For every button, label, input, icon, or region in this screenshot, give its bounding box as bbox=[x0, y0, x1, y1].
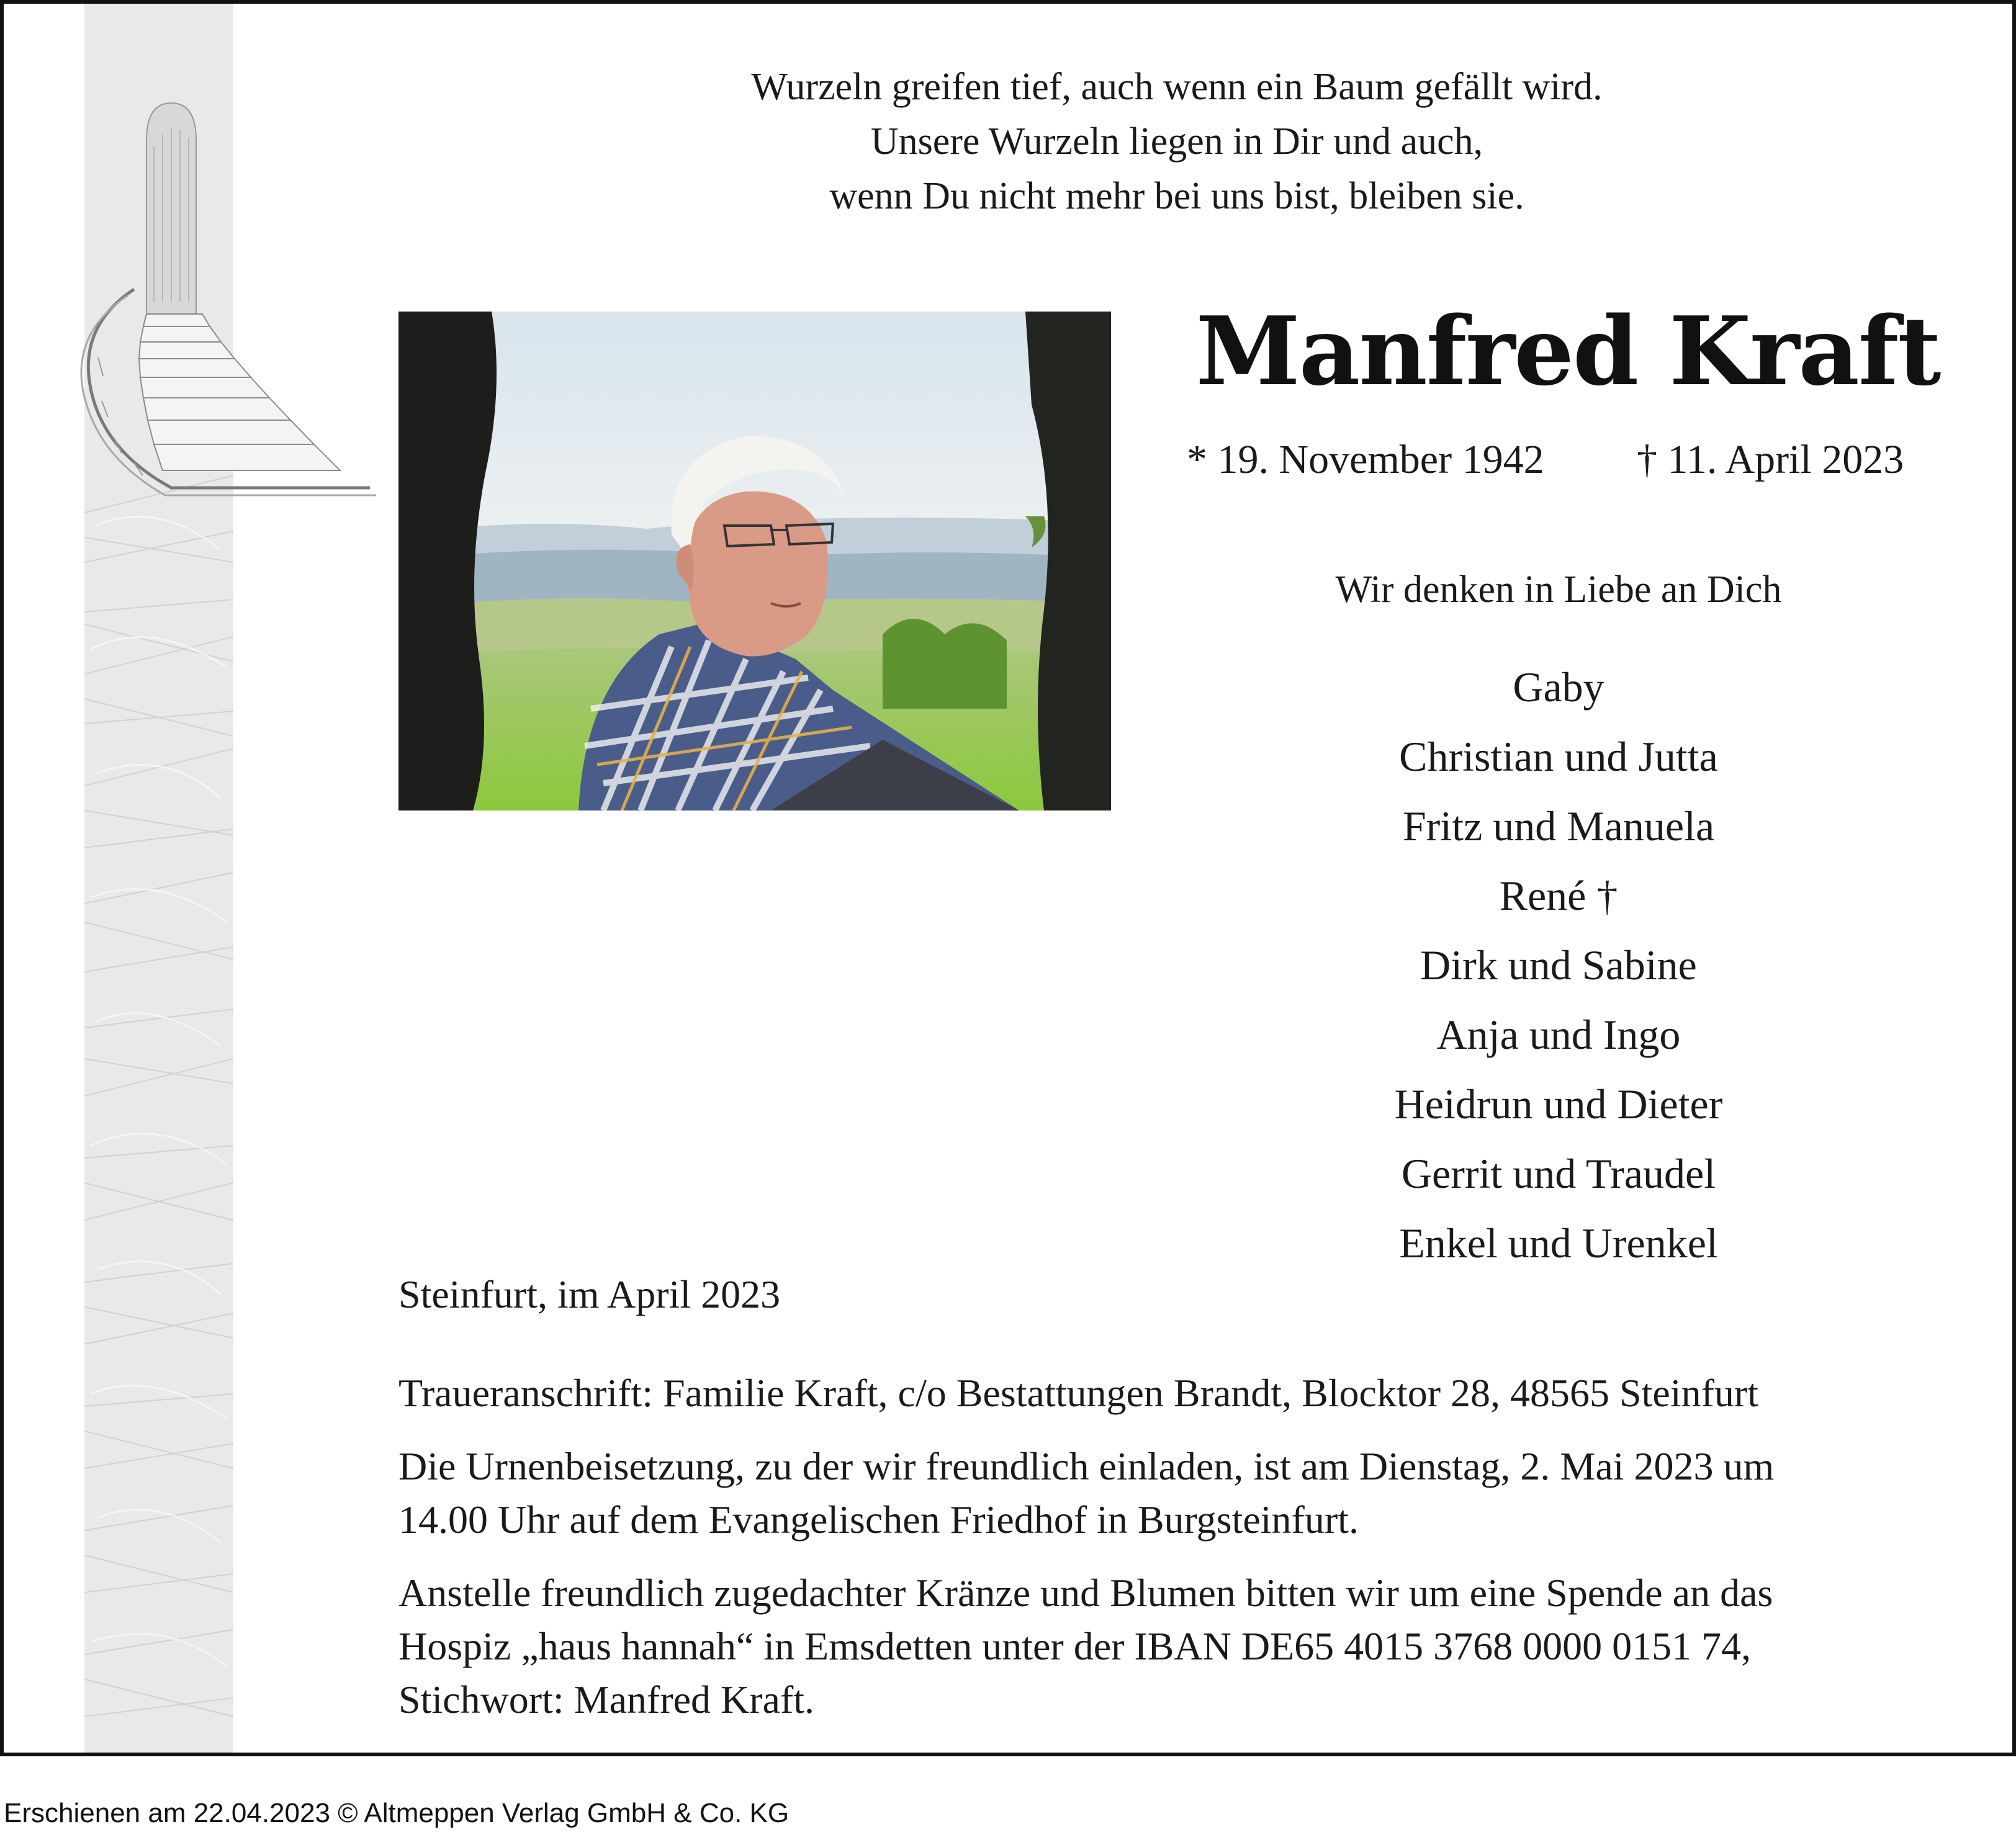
donation-line: Hospiz „haus hannah“ in Emsdetten unter der IBAN DE65 4015 3768 0000 0151 74, bbox=[398, 1624, 1752, 1668]
mourner-entry: Anja und Ingo bbox=[1436, 1011, 1681, 1058]
poem-line: wenn Du nicht mehr bei uns bist, bleiben sie. bbox=[829, 175, 1524, 217]
staircase-illustration bbox=[41, 66, 376, 500]
birth-date: * 19. November 1942 bbox=[1187, 437, 1544, 482]
mourners-list bbox=[1183, 652, 1934, 1278]
mourner-entry: Gaby bbox=[1513, 663, 1604, 711]
mourning-address bbox=[398, 1367, 1950, 1420]
mourner-entry: Gerrit und Traudel bbox=[1401, 1150, 1716, 1197]
mourner-entry: Heidrun und Dieter bbox=[1394, 1080, 1723, 1128]
poem-line: Wurzeln greifen tief, auch wenn ein Baum gefällt wird. bbox=[751, 66, 1603, 108]
burial-line: Die Urnenbeisetzung, zu der wir freundlich einladen, ist am Dienstag, 2. Mai 2023 um bbox=[398, 1444, 1775, 1488]
mourner-entry: Dirk und Sabine bbox=[1420, 941, 1697, 989]
poem-line: Unsere Wurzeln liegen in Dir und auch, bbox=[870, 120, 1483, 163]
mourner-entry: Fritz und Manuela bbox=[1402, 802, 1715, 850]
burial-notice bbox=[398, 1440, 1950, 1547]
place-and-date: Steinfurt, im April 2023 bbox=[398, 1272, 781, 1316]
portrait-photo bbox=[398, 312, 1111, 810]
donation-line: Stichwort: Manfred Kraft. bbox=[398, 1677, 815, 1722]
memorial-poem bbox=[562, 60, 1791, 223]
life-dates bbox=[1187, 432, 1932, 488]
mourner-entry: René † bbox=[1499, 872, 1618, 919]
mourner-entry: Christian und Jutta bbox=[1399, 733, 1718, 780]
publication-footer: Erschienen am 22.04.2023 © Altmeppen Verlag GmbH & Co. KG bbox=[4, 1798, 790, 1828]
death-date: † 11. April 2023 bbox=[1637, 437, 1904, 482]
address-line: Traueranschrift: Familie Kraft, c/o Bestattungen Brandt, Blocktor 28, 48565 Steinfurt bbox=[398, 1371, 1758, 1415]
donation-line: Anstelle freundlich zugedachter Kränze und Blumen bitten wir um eine Spende an das bbox=[398, 1571, 1773, 1615]
deceased-name: Manfred Kraft bbox=[1195, 295, 1940, 406]
mourner-entry: Enkel und Urenkel bbox=[1399, 1219, 1718, 1267]
remembrance-line: Wir denken in Liebe an Dich bbox=[1335, 568, 1782, 611]
burial-line: 14.00 Uhr auf dem Evangelischen Friedhof in Burgsteinfurt. bbox=[398, 1497, 1359, 1542]
donation-notice bbox=[398, 1566, 1950, 1726]
